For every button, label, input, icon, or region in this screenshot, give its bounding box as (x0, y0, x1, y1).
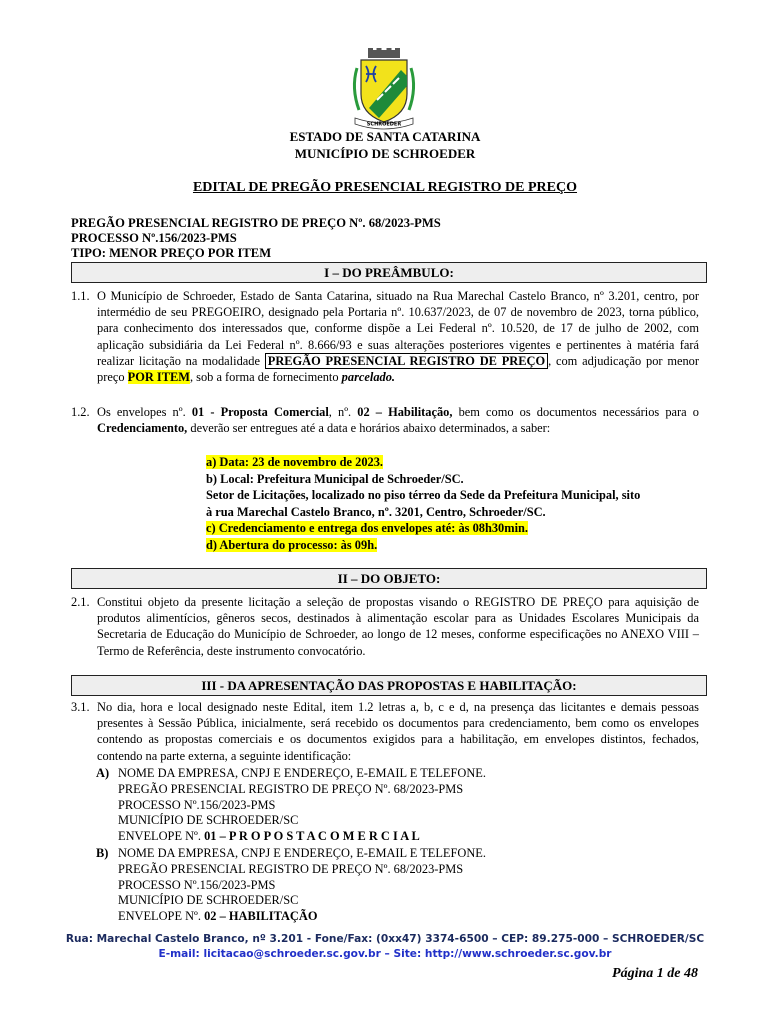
paragraph-1-1 (71, 288, 699, 385)
envelope-line: NOME DA EMPRESA, CNPJ E ENDEREÇO, E-EMAIL E TELEFONE. (118, 846, 486, 860)
text-run: ENVELOPE Nº. (118, 909, 205, 924)
municipal-crest-icon (343, 48, 425, 130)
highlight-por-item: POR ITEM (127, 370, 190, 385)
section-heading-preambulo: I – DO PREÂMBULO: (71, 262, 707, 283)
schedule-credenciamento: c) Credenciamento e entrega dos envelopes até: às 08h30min. (206, 521, 528, 535)
page-title: EDITAL DE PREGÃO PRESENCIAL REGISTRO DE PREÇO (192, 180, 578, 195)
text-run: , nº. (328, 405, 358, 419)
text-run: ENVELOPE Nº. (118, 829, 205, 844)
text-run: O Município de Schroeder, Estado de Santa Catarina, situado na Rua Marechal Castelo Branco, nº 3.201, centro, por intermédio de seu PREGOEIRO, designado pela Portaria nº. 10.637/2023, de 07 de novembro de 2023, torna público, para conhecimento dos interessados que, conforme dispõe a Lei Federal nº. 10.520, de 17 de julho de 2002, com aplicação subsidiária da Lei Federal nº. 8.666/93 e suas alterações posteriores vigentes e pertinentes à matéria fará realizar licitação na modalidade (97, 289, 699, 368)
info-block (71, 216, 701, 261)
paragraph-1-2 (71, 404, 699, 436)
paragraph-number: 3.1. (71, 700, 90, 714)
schedule-sector-line1: Setor de Licitações, localizado no piso térreo da Sede da Prefeitura Municipal, sito (206, 488, 641, 502)
text-bold: 02 – HABILITAÇÃO (204, 909, 318, 924)
info-line-processo: PROCESSO Nº.156/2023-PMS (71, 231, 237, 245)
paragraph-text: No dia, hora e local designado neste Edital, item 1.2 letras a, b, c e d, na presença das licitantes e demais pessoas presentes à Sessão Pública, inicialmente, será recebido os documentos para credenciamento, bem como os envelopes contendo as propostas comerciais e os documentos exigidos para a habilitação, em envelopes distintos, fechados, contendo na parte externa, a seguinte identificação: (97, 700, 699, 763)
schedule-date: a) Data: 23 de novembro de 2023. (206, 455, 384, 469)
paragraph-number: 2.1. (71, 595, 90, 609)
envelope-a-label: A) (96, 766, 110, 780)
envelope-line: MUNICÍPIO DE SCHROEDER/SC (118, 893, 299, 908)
section-heading-objeto: II – DO OBJETO: (71, 568, 707, 589)
section-heading-propostas: III - DA APRESENTAÇÃO DAS PROPOSTAS E HABILITAÇÃO: (71, 675, 707, 696)
text-bold: Credenciamento, (97, 421, 188, 436)
text-bold: 02 – Habilitação, (357, 405, 453, 419)
text-parcelado: parcelado. (341, 370, 396, 385)
info-line-tipo: TIPO: MENOR PREÇO POR ITEM (71, 246, 272, 260)
envelope-line: NOME DA EMPRESA, CNPJ E ENDEREÇO, E-EMAIL E TELEFONE. (118, 766, 486, 780)
paragraph-3-1 (71, 699, 699, 764)
envelope-line: PROCESSO Nº.156/2023-PMS (118, 797, 276, 812)
info-line-pregao: PREGÃO PRESENCIAL REGISTRO DE PREÇO Nº. 68/2023-PMS (71, 216, 441, 230)
envelope-line (118, 829, 706, 845)
modality-boxed: PREGÃO PRESENCIAL REGISTRO DE PREÇO (265, 353, 548, 369)
paragraph-number: 1.2. (71, 405, 90, 419)
paragraph-2-1 (71, 594, 699, 659)
envelope-b-label: B) (96, 846, 109, 860)
envelope-line: PREGÃO PRESENCIAL REGISTRO DE PREÇO Nº. 68/2023-PMS (118, 861, 464, 876)
paragraph-text: Constitui objeto da presente licitação a seleção de propostas visando o REGISTRO DE PREÇO para aquisição de produtos alimentícios, gêneros secos, destinados à alimentação escolar para as Unidades Escolares Municipais da Secretaria de Educação do Município de Schroeder, ao longo de 12 meses, conforme especificações no ANEXO VIII – Termo de Referência, deste instrumento convocatório. (97, 595, 699, 658)
schedule-list (206, 454, 706, 553)
text-run: , sob a forma de fornecimento (189, 370, 342, 385)
text-run: Os envelopes nº. (97, 405, 192, 419)
text-run: bem como os documentos necessários para o (452, 405, 699, 419)
page-number: Página 1 de 48 (612, 966, 698, 981)
envelope-line: PREGÃO PRESENCIAL REGISTRO DE PREÇO Nº. 68/2023-PMS (118, 781, 464, 796)
footer-address: Rua: Marechal Castelo Branco, nº 3.201 - Fone/Fax: (0xx47) 3374-6500 – CEP: 89.275-000 – SCHROEDER/SC (65, 933, 705, 945)
schedule-location: b) Local: Prefeitura Municipal de Schroeder/SC. (206, 471, 464, 486)
envelope-a-identification (96, 766, 706, 845)
paragraph-number: 1.1. (71, 289, 90, 303)
municipality-name: MUNICÍPIO DE SCHROEDER (294, 146, 476, 161)
crest-ribbon-text: SCHROEDER (366, 121, 402, 128)
envelope-line: PROCESSO Nº.156/2023-PMS (118, 877, 276, 892)
schedule-abertura: d) Abertura do processo: às 09h. (206, 537, 378, 552)
text-run: , com adjudicação por menor preço (97, 353, 699, 385)
envelope-line (118, 909, 706, 925)
text-bold: 01 – P R O P O S T A C O M E R C I A L (204, 829, 420, 844)
schedule-sector-line2: à rua Marechal Castelo Branco, nº. 3201, Centro, Schroeder/SC. (206, 504, 546, 519)
text-bold: 01 - Proposta Comercial (191, 405, 329, 419)
envelope-b-identification (96, 846, 706, 925)
envelope-line: MUNICÍPIO DE SCHROEDER/SC (118, 813, 299, 828)
state-name: ESTADO DE SANTA CATARINA (289, 129, 481, 144)
text-run: deverão ser entregues até a data e horários abaixo determinados, a saber: (187, 421, 551, 436)
footer-contact: E-mail: licitacao@schroeder.sc.gov.br – Site: http://www.schroeder.sc.gov.br (158, 948, 612, 960)
